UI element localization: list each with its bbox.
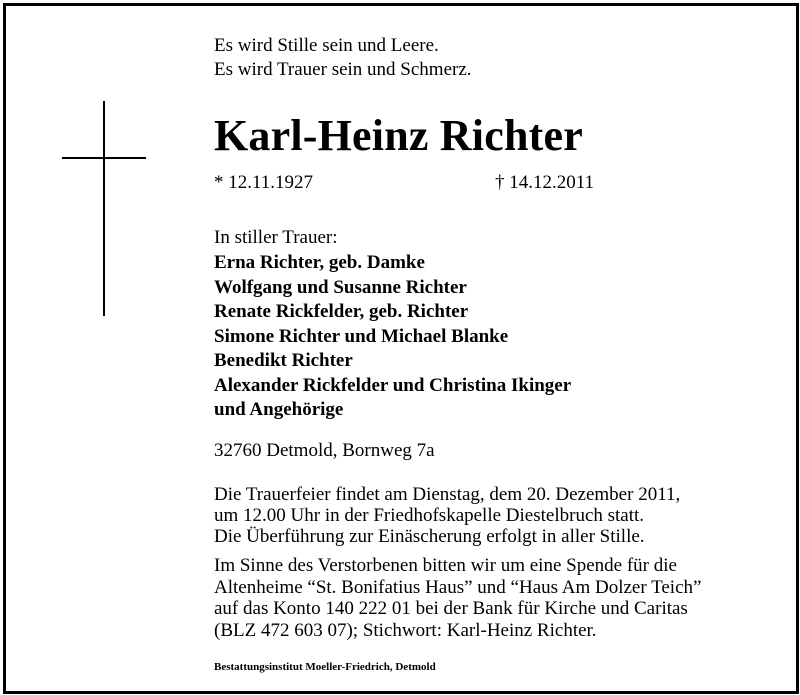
poem (214, 34, 472, 82)
ceremony-line: Die Trauerfeier findet am Dienstag, dem 20. Dezember 2011, (214, 484, 681, 505)
grief-intro: In stiller Trauer: (214, 227, 338, 248)
funeral-home-credit: Bestattungsinstitut Moeller-Friedrich, Detmold (214, 661, 436, 673)
death-date: † 14.12.2011 (495, 172, 595, 193)
family-address: 32760 Detmold, Bornweg 7a (214, 440, 435, 461)
donation-line: Im Sinne des Verstorbenen bitten wir um eine Spende für die (214, 555, 677, 576)
mourner-item: und Angehörige (214, 399, 344, 420)
birth-date: * 12.11.1927 (214, 172, 314, 193)
poem-line-1: Es wird Stille sein und Leere. (214, 35, 439, 56)
cross-icon-horizontal (62, 157, 146, 159)
ceremony-info (214, 484, 680, 547)
donation-line: (BLZ 472 603 07); Stichwort: Karl-Heinz Richter. (214, 619, 597, 641)
mourner-item: Benedikt Richter (214, 350, 353, 371)
deceased-name: Karl-Heinz Richter (214, 111, 583, 160)
poem-line-2: Es wird Trauer sein und Schmerz. (214, 59, 472, 80)
ceremony-line: um 12.00 Uhr in der Friedhofskapelle Diestelbruch statt. (214, 505, 645, 526)
mourner-item: Erna Richter, geb. Damke (214, 252, 425, 273)
mourner-list (214, 251, 571, 423)
mourner-item: Wolfgang und Susanne Richter (214, 276, 467, 298)
donation-request (214, 555, 701, 641)
mourner-item: Renate Rickfelder, geb. Richter (214, 301, 469, 322)
cross-icon-vertical (103, 101, 105, 316)
donation-line: Altenheime “St. Bonifatius Haus” und “Haus Am Dolzer Teich” (214, 576, 702, 598)
donation-line: auf das Konto 140 222 01 bei der Bank für Kirche und Caritas (214, 598, 688, 619)
mourner-item: Alexander Rickfelder und Christina Ikinger (214, 374, 572, 396)
ceremony-line: Die Überführung zur Einäscherung erfolgt in aller Stille. (214, 526, 645, 547)
mourner-item: Simone Richter und Michael Blanke (214, 325, 509, 347)
